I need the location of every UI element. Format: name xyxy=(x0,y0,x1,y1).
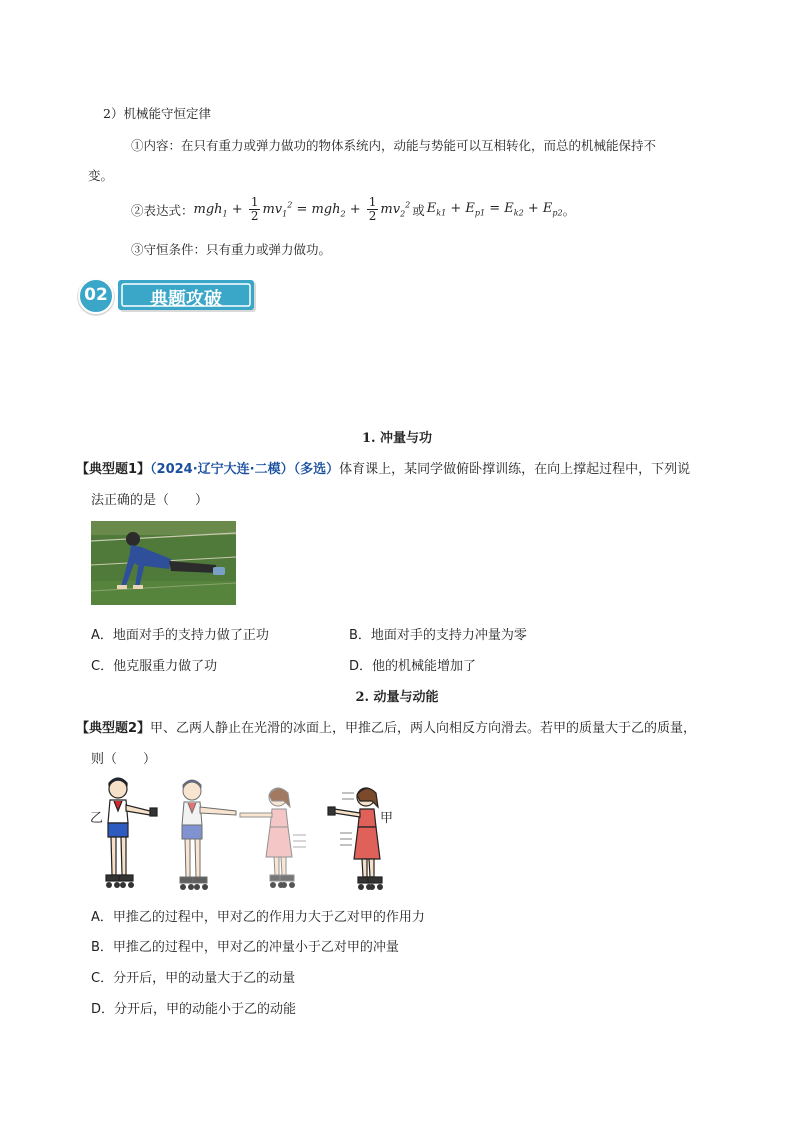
q2-option-b: B．甲推乙的过程中，甲对乙的冲量小于乙对甲的冲量 xyxy=(91,940,399,955)
pushup-photo xyxy=(91,521,236,605)
law-content-line2: 变。 xyxy=(88,168,114,183)
expression-formula: mgh$_1$ + $\frac{1}{2}$ $mv_1^2 = mgh_2$ + $\frac{1}{2}$ $mv_2^2$ xyxy=(193,195,411,223)
q1-source: （2024·辽宁大连·二模）（多选） xyxy=(150,462,340,477)
q2-stem-line1 xyxy=(76,717,696,736)
q1-stem-text: 体育课上，某同学做俯卧撑训练，在向上撑起过程中，下列说 xyxy=(339,462,691,477)
q2-stem-line2: 则（ ） xyxy=(91,752,157,767)
figure-label-jia: 甲 xyxy=(380,811,394,826)
q2-stem-text: 甲、乙两人静止在光滑的冰面上，甲推乙后，两人向相反方向滑去。若甲的质量大于乙的质量， xyxy=(150,721,697,736)
skaters-figure xyxy=(88,775,408,893)
banner-title: 典题攻破 xyxy=(150,289,222,310)
expression-end: 。 xyxy=(562,202,576,218)
q1-stem-line1 xyxy=(76,458,690,477)
law-content-line1: ①内容：在只有重力或弹力做功的物体系统内，动能与势能可以互相转化，而总的机械能保持不 xyxy=(131,138,657,153)
banner-number: 02 xyxy=(84,285,108,305)
law-condition: ③守恒条件：只有重力或弹力做功。 xyxy=(131,242,332,257)
law-heading: 2）机械能守恒定律 xyxy=(103,106,211,121)
section-banner xyxy=(76,276,258,318)
section2-title: 2. 动量与动能 xyxy=(355,690,439,705)
q1-label: 【典型题1】 xyxy=(76,462,151,477)
q2-option-c: C．分开后，甲的动量大于乙的动量 xyxy=(91,971,296,986)
q1-stem-line2: 法正确的是（ ） xyxy=(91,493,209,508)
q2-option-a: A．甲推乙的过程中，甲对乙的作用力大于乙对甲的作用力 xyxy=(91,910,425,925)
q1-option-b: B．地面对手的支持力冲量为零 xyxy=(349,628,527,643)
figure-label-yi: 乙 xyxy=(90,811,104,826)
q1-option-a: A．地面对手的支持力做了正功 xyxy=(91,628,269,643)
q1-option-d: D．他的机械能增加了 xyxy=(349,659,477,674)
expression-or: 或 xyxy=(412,202,425,218)
expression-label: ②表达式： xyxy=(131,202,194,218)
q1-option-c: C．他克服重力做了功 xyxy=(91,659,218,674)
q2-label: 【典型题2】 xyxy=(76,721,151,736)
skaters-illustration xyxy=(88,775,408,893)
expression-energy: $E_{k1} + E_{p1} = E_{k2} + E_{p2}$ xyxy=(426,201,563,218)
section1-title: 1. 冲量与功 xyxy=(361,431,433,446)
law-expression xyxy=(131,196,575,223)
q2-option-d: D．分开后，甲的动能小于乙的动能 xyxy=(91,1002,297,1017)
